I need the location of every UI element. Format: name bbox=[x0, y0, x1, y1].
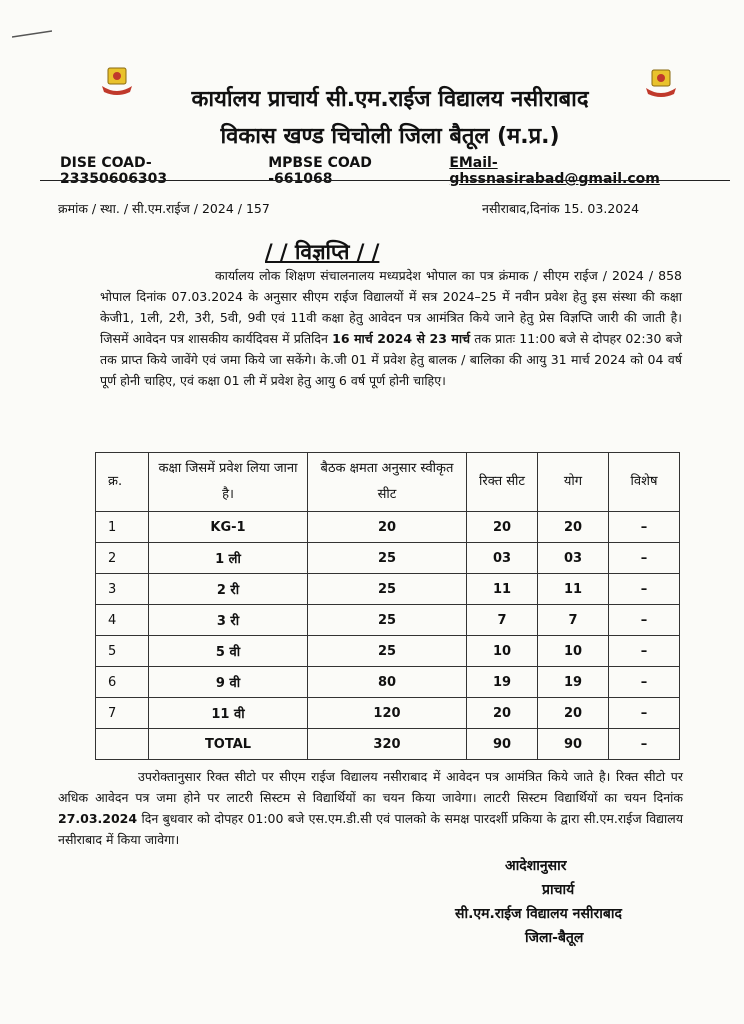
cell-remark: – bbox=[609, 574, 680, 605]
para2-text-a: उपरोक्तानुसार रिक्त सीटो पर सीएम राईज विद्यालय नसीराबाद में आवेदन पत्र आमंत्रित किये जाते है। रिक्त सीटो पर अधिक आवेदन पत्र जमा होने पर लाटरी सिस्टम से विद्यार्थियों का चयन किया जावेगा। लाटरी सिस्टम विद्यार्थियों का चयन दिनांक bbox=[58, 769, 683, 805]
col-header-total: योग bbox=[538, 453, 609, 512]
cell-total: 7 bbox=[538, 605, 609, 636]
lottery-paragraph bbox=[58, 766, 683, 850]
cell-class: 1 ली bbox=[149, 543, 308, 574]
cell-class: TOTAL bbox=[149, 729, 308, 760]
cell-capacity: 320 bbox=[308, 729, 467, 760]
col-header-capacity: बैठक क्षमता अनुसार स्वीकृत सीट bbox=[308, 453, 467, 512]
table-row bbox=[96, 667, 680, 698]
cell-capacity: 120 bbox=[308, 698, 467, 729]
cell-class: 11 वी bbox=[149, 698, 308, 729]
cell-remark: – bbox=[609, 512, 680, 543]
table-row bbox=[96, 512, 680, 543]
cell-capacity: 25 bbox=[308, 636, 467, 667]
cell-sn: 7 bbox=[96, 698, 149, 729]
cell-sn: 6 bbox=[96, 667, 149, 698]
dise-code: DISE COAD- 23350606303 bbox=[60, 155, 168, 187]
cell-capacity: 25 bbox=[308, 605, 467, 636]
cell-sn: 4 bbox=[96, 605, 149, 636]
school-emblem-right bbox=[644, 68, 678, 100]
cell-sn: 2 bbox=[96, 543, 149, 574]
place-date: नसीराबाद,दिनांक 15. 03.2024 bbox=[482, 201, 640, 216]
cell-capacity: 20 bbox=[308, 512, 467, 543]
email: EMail- ghssnasirabad@gmail.com bbox=[449, 155, 660, 187]
para2-text-b: दिन बुधवार को दोपहर 01:00 बजे एस.एम.डी.सी एवं पालको के समक्ष पारदर्शी प्रकिया के द्वारा सी.एम.राईज विद्यालय नसीराबाद में किया जावेगा। bbox=[58, 811, 683, 847]
table-row bbox=[96, 574, 680, 605]
cell-total: 11 bbox=[538, 574, 609, 605]
cell-class: KG-1 bbox=[149, 512, 308, 543]
cell-vacant: 03 bbox=[467, 543, 538, 574]
table-row bbox=[96, 636, 680, 667]
cell-sn: 5 bbox=[96, 636, 149, 667]
cell-remark: – bbox=[609, 729, 680, 760]
school-emblem-left bbox=[100, 66, 134, 98]
col-header-vacant: रिक्त सीट bbox=[467, 453, 538, 512]
para1-text-b: तक प्रातः 11:00 बजे से दोपहर 02:30 बजे तक प्राप्त किये जावेंगे एवं जमा किये जा सकेंगे। के.जी 01 में प्रवेश हेतु बालक / बालिका की आयु 31 मार्च 2024 को 04 वर्ष पूर्ण होनी चाहिए, एवं कक्षा 01 ली में प्रवेश हेतु आयु 6 वर्ष पूर्ण होनी चाहिए। bbox=[100, 331, 683, 388]
signature-order: आदेशानुसार bbox=[505, 858, 567, 874]
cell-capacity: 25 bbox=[308, 543, 467, 574]
cell-sn: 1 bbox=[96, 512, 149, 543]
cell-vacant: 19 bbox=[467, 667, 538, 698]
para2-date: 27.03.2024 bbox=[58, 811, 138, 826]
signature-designation: प्राचार्य bbox=[542, 882, 575, 898]
cell-total: 90 bbox=[538, 729, 609, 760]
para1-dates: 16 मार्च 2024 से 23 मार्च bbox=[332, 331, 471, 346]
table-row bbox=[96, 698, 680, 729]
cell-total: 10 bbox=[538, 636, 609, 667]
signature-school: सी.एम.राईज विद्यालय नसीराबाद bbox=[455, 906, 622, 922]
cell-vacant: 90 bbox=[467, 729, 538, 760]
office-location: विकास खण्ड चिचोली जिला बैतूल (म.प्र.) bbox=[220, 124, 560, 149]
col-header-sn: क्र. bbox=[96, 453, 149, 512]
col-header-remark: विशेष bbox=[609, 453, 680, 512]
table-header-row bbox=[96, 453, 680, 512]
cell-vacant: 11 bbox=[467, 574, 538, 605]
table-total-row bbox=[96, 729, 680, 760]
cell-class: 2 री bbox=[149, 574, 308, 605]
header-divider bbox=[40, 180, 730, 181]
cell-class: 9 वी bbox=[149, 667, 308, 698]
col-header-class: कक्षा जिसमें प्रवेश लिया जाना है। bbox=[149, 453, 308, 512]
seat-table bbox=[95, 452, 680, 760]
reference-number: क्रमांक / स्था. / सी.एम.राईज / 2024 / 157 bbox=[58, 201, 270, 216]
codes-line bbox=[60, 155, 680, 187]
signature-district: जिला-बैतूल bbox=[525, 930, 584, 946]
cell-vacant: 20 bbox=[467, 698, 538, 729]
cell-capacity: 80 bbox=[308, 667, 467, 698]
office-title: कार्यालय प्राचार्य सी.एम.राईज विद्यालय नसीराबाद bbox=[191, 87, 589, 112]
cell-total: 03 bbox=[538, 543, 609, 574]
cell-vacant: 7 bbox=[467, 605, 538, 636]
notice-title: / / विज्ञप्ति / / bbox=[265, 240, 380, 264]
cell-sn bbox=[96, 729, 149, 760]
cell-remark: – bbox=[609, 605, 680, 636]
cell-capacity: 25 bbox=[308, 574, 467, 605]
mpbse-code: MPBSE COAD -661068 bbox=[268, 155, 372, 187]
table-row bbox=[96, 605, 680, 636]
cell-remark: – bbox=[609, 698, 680, 729]
cell-remark: – bbox=[609, 636, 680, 667]
cell-remark: – bbox=[609, 543, 680, 574]
cell-vacant: 10 bbox=[467, 636, 538, 667]
cell-class: 5 वी bbox=[149, 636, 308, 667]
table-row bbox=[96, 543, 680, 574]
cell-total: 19 bbox=[538, 667, 609, 698]
cell-remark: – bbox=[609, 667, 680, 698]
cell-total: 20 bbox=[538, 698, 609, 729]
pen-mark bbox=[12, 30, 52, 38]
cell-sn: 3 bbox=[96, 574, 149, 605]
cell-vacant: 20 bbox=[467, 512, 538, 543]
cell-class: 3 री bbox=[149, 605, 308, 636]
para1-text-a: कार्यालय लोक शिक्षण संचालनालय मध्यप्रदेश भोपाल का पत्र क्रंमाक / सीएम राईज / 2024 / 858 भोपाल दिनांक 07.03.2024 के अनुसार सीएम राईज विद्यालयों में सत्र 2024–25 में नवीन प्रवेश हेतु इस संस्था की कक्षा केजी1, 1ली, 2री, 3री, 5वी, 9वी एवं 11वी कक्षा हेतु आवेदन पत्र आमंत्रित किये जाने हेतु प्रेस विज्ञप्ति जारी की जाती है। जिसमें आवेदन पत्र शासकीय कार्यदिवस में प्रतिदिन bbox=[100, 268, 682, 346]
notice-paragraph bbox=[100, 265, 682, 391]
cell-total: 20 bbox=[538, 512, 609, 543]
